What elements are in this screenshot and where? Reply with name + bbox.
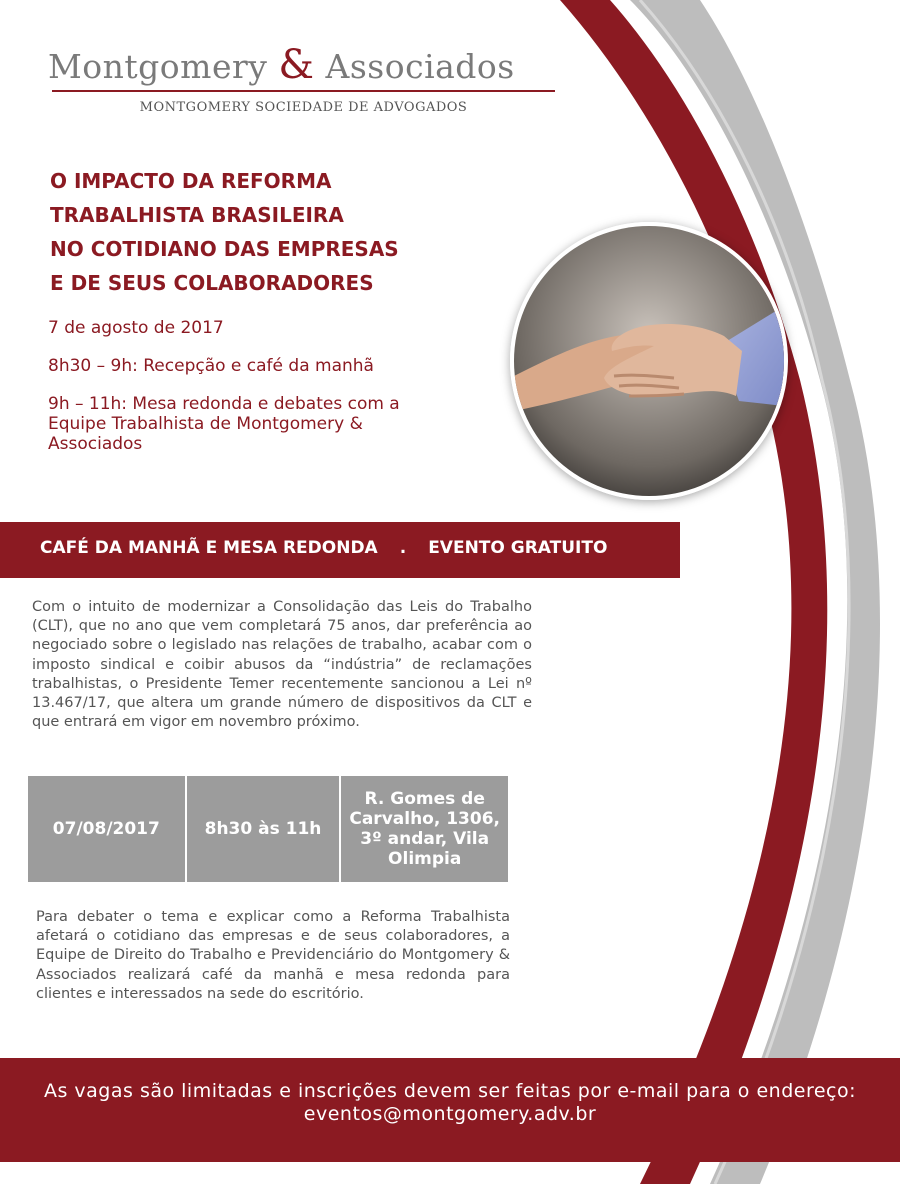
brand-name-part1: Montgomery [48,47,268,86]
band-separator: . [399,538,407,558]
info-time: 8h30 às 11h [187,776,342,882]
event-schedule-roundtable: 9h – 11h: Mesa redonda e debates com a Equipe Trabalhista de Montgomery & Associados [48,394,400,454]
brand-subtitle: MONTGOMERY SOCIEDADE DE ADVOGADOS [139,100,468,115]
brand-ampersand: & [278,42,315,88]
intro-paragraph: Com o intuito de modernizar a Consolidação das Leis do Trabalho (CLT), que no ano que vem completará 75 anos, dar preferência ao negociado sobre o legislado nas relações de trabalho, acabar com o imposto sindical e coibir abusos da “indústria” de reclamações trabalhistas, o Presidente Temer recentemente sancionou a Lei nº 13.467/17, que altera um grande número de dispositivos da CLT e que entrará em vigor em novembro próximo. [32,599,532,731]
brand-divider [52,90,555,92]
brand-logo [48,42,558,90]
event-schedule-reception: 8h30 – 9h: Recepção e café da manhã [48,356,374,376]
event-type-text [40,538,607,558]
info-date: 07/08/2017 [28,776,187,882]
headline-line: TRABALHISTA BRASILEIRA [50,203,344,227]
event-free-label: EVENTO GRATUITO [428,538,608,558]
event-type-label: CAFÉ DA MANHÃ E MESA REDONDA [40,538,378,558]
event-details [48,318,408,472]
info-address: R. Gomes de Carvalho, 1306, 3º andar, Vila Olimpia [349,789,501,869]
headline-line: NO COTIDIANO DAS EMPRESAS [50,237,399,261]
event-date: 7 de agosto de 2017 [48,318,224,338]
footer-registration-text: As vagas são limitadas e inscrições devem ser feitas por e-mail para o endereço: eventos@montgomery.adv.br [43,1080,857,1125]
description-paragraph: Para debater o tema e explicar como a Reforma Trabalhista afetará o cotidiano das empresas e de seus colaboradores, a Equipe de Direito do Trabalho e Previdenciário do Montgomery & Associados realizará café da manhã e mesa redonda para clientes e interessados na sede do escritório. [36,909,510,1002]
headline-line: O IMPACTO DA REFORMA [50,169,332,193]
brand-name [48,42,558,90]
event-headline [50,164,480,300]
handshake-photo [510,222,788,500]
handshake-image [514,226,784,496]
headline-line: E DE SEUS COLABORADORES [50,271,374,295]
brand-name-part2: Associados [325,47,515,86]
event-info-table [28,776,508,882]
